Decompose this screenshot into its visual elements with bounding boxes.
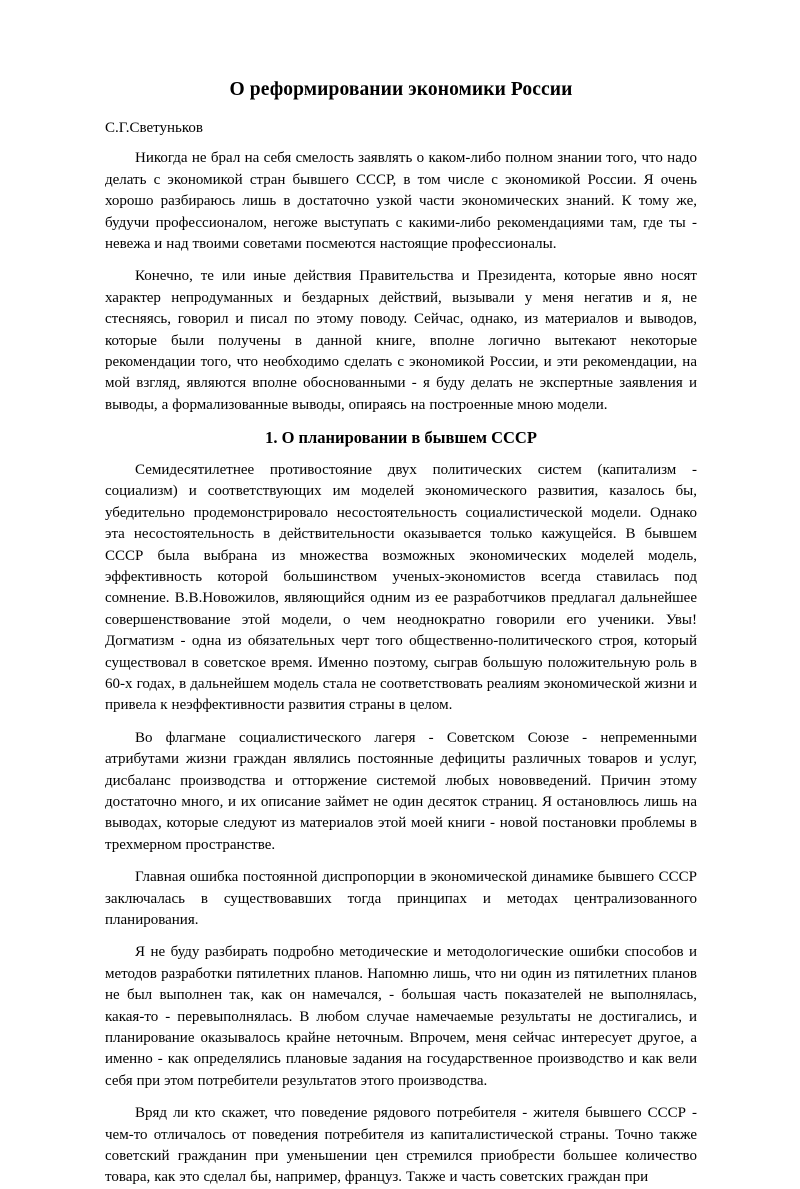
- paragraph-intro-1: Никогда не брал на себя смелость заявлять о каком-либо полном знании того, что надо делать с экономикой стран бывшего СССР, в том числе с экономикой России. Я очень хорошо разбираюсь лишь в достаточно узкой части экономических знаний. К тому же, будучи профессионалом, негоже выступать с какими-либо рекомендациями там, где ты - невежа и над твоими советами посмеются настоящие профессионалы.: [105, 150, 697, 253]
- paragraph-intro-2: Конечно, те или иные действия Правительства и Президента, которые явно носят характер непродуманных и бездарных действий, вызывали у меня негатив и я, не стесняясь, говорил и писал по этому поводу. Сейчас, однако, из материалов и выводов, которые были получены в данной книге, вполне логично вытекают некоторые рекомендации того, что необходимо сделать с экономикой России, и эти рекомендации, на мой взгляд, являются вполне обоснованными - я буду делать не экспертные заявления и выводы, а формализованные выводы, опираясь на построенные мною модели.: [105, 268, 697, 413]
- paragraph-section1-1: Семидесятилетнее противостояние двух политических систем (капитализм - социализм) и соответствующих им моделей экономического развития, казалось бы, убедительно продемонстрировало несостоятельность социалистической модели. Однако эта несостоятельность в действительности оказывается только кажущейся. В бывшем СССР была выбрана из множества возможных экономических моделей модель, эффективность которой большинством ученых-экономистов всегда ставилась под сомнение. В.В.Новожилов, являющийся одним из ее разработчиков предлагал дальнейшее совершенствование этой модели, о чем неоднократно говорили его ученики. Увы! Догматизм - одна из обязательных черт того общественно-политического строя, который существовал в советское время. Именно поэтому, сыграв большую положительную роль в 60-х годах, в дальнейшем модель стала не соответствовать реалиям экономической жизни и привела к неэффективности развития страны в целом.: [105, 461, 697, 714]
- paragraph-section1-5: Вряд ли кто скажет, что поведение рядового потребителя - жителя бывшего СССР - чем-то отличалось от поведения потребителя из капиталистической страны. Точно также советский гражданин при уменьшении цен стремился приобрести большее количество товара, как это сделал бы, например, француз. Также и часть советских граждан при: [105, 1105, 697, 1186]
- section-heading-1: 1. О планировании в бывшем СССР: [265, 428, 537, 448]
- author-byline: С.Г.Светуньков: [105, 120, 203, 137]
- paragraph-section1-3: Главная ошибка постоянной диспропорции в экономической динамике бывшего СССР заключалась в существовавших тогда принципах и методах централизованного планирования.: [105, 869, 697, 929]
- paragraph-section1-4: Я не буду разбирать подробно методические и методологические ошибки способов и методов разработки пятилетних планов. Напомню лишь, что ни один из пятилетних планов не был выполнен так, как он намечался, - большая часть показателей не выполнялась, какая-то - перевыполнялась. В любом случае намечаемые результаты не достигались, и планирование оказывалось крайне неточным. Впрочем, меня сейчас интересует другое, а именно - как определялись плановые задания на государственное производство и как вели себя при этом потребители результатов этого производства.: [105, 944, 697, 1089]
- page-title: О реформировании экономики России: [229, 79, 573, 100]
- paragraph-section1-2: Во флагмане социалистического лагеря - Советском Союзе - непременными атрибутами жизни граждан являлись постоянные дефициты различных товаров и услуг, дисбаланс производства и отторжение системой любых нововведений. Причин этому достаточно много, и их описание займет не один десяток страниц. Я остановлюсь лишь на выводах, которые следуют из материалов этой моей книги - новой постановки проблемы в трехмерном пространстве.: [105, 729, 697, 853]
